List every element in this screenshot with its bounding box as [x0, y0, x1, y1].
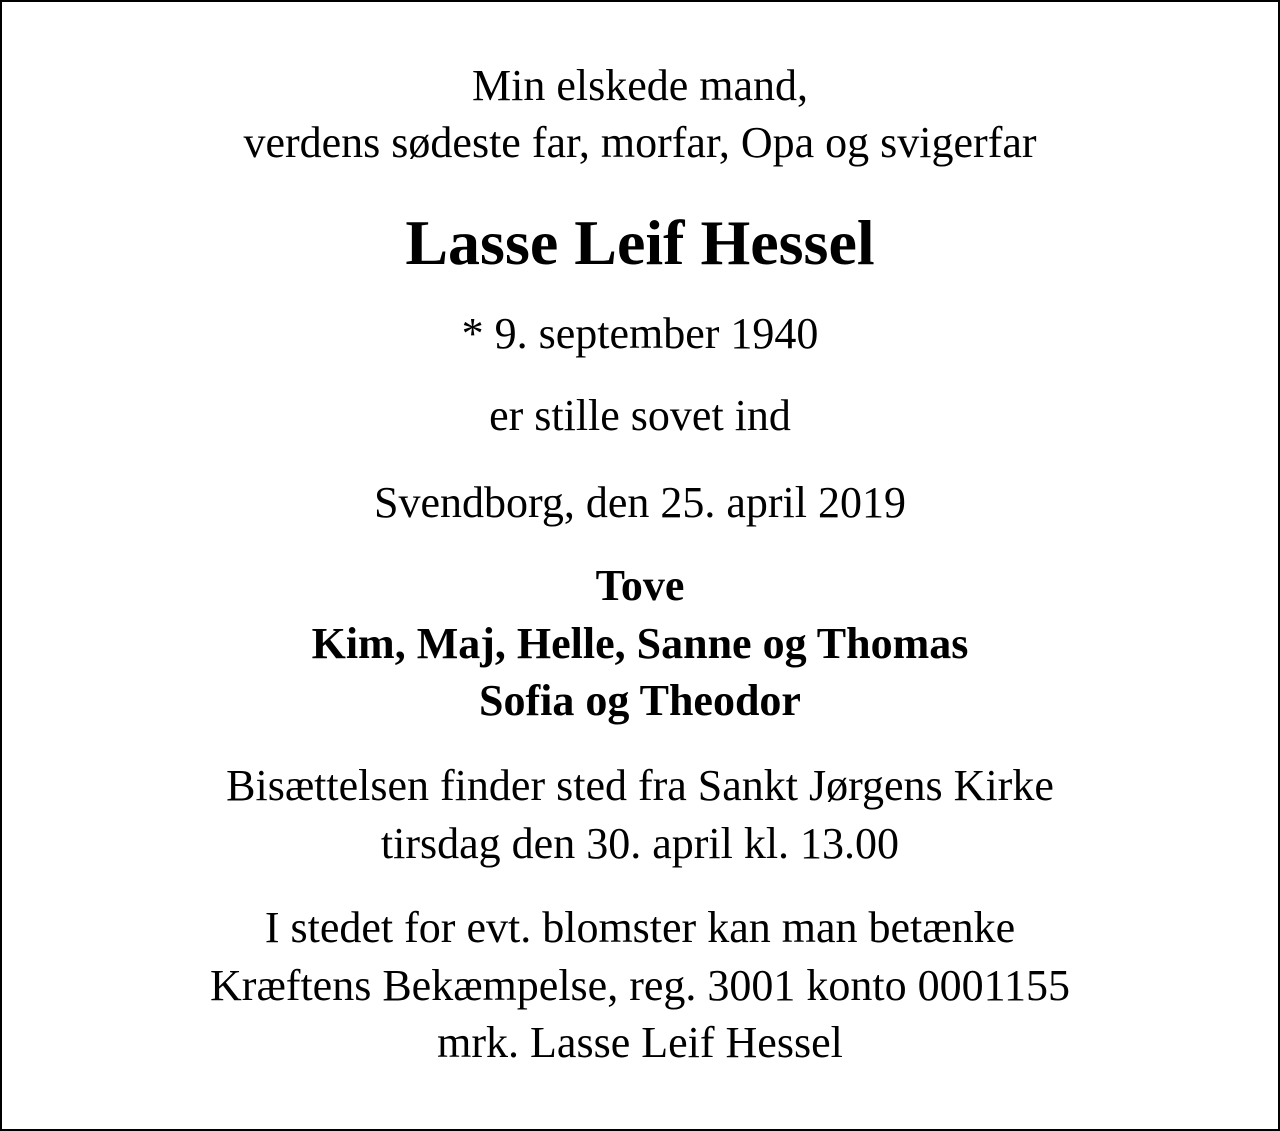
- intro-line-1: Min elskede mand,: [471, 61, 809, 110]
- intro-line-2: verdens sødeste far, morfar, Opa og svigerfar: [243, 118, 1037, 167]
- family-line-2: Kim, Maj, Helle, Sanne og Thomas: [311, 619, 969, 668]
- family-line-1: Tove: [595, 561, 685, 610]
- place-and-date: Svendborg, den 25. april 2019: [373, 478, 907, 527]
- donation-line-2: Kræftens Bekæmpelse, reg. 3001 konto 0001155: [210, 961, 1070, 1010]
- deceased-name: Lasse Leif Hessel: [405, 207, 875, 278]
- family-line-3: Sofia og Theodor: [479, 676, 801, 725]
- funeral-line-2: tirsdag den 30. april kl. 13.00: [380, 819, 900, 868]
- birth-date: * 9. september 1940: [461, 309, 819, 358]
- donation-line-1: I stedet for evt. blomster kan man betænke: [264, 903, 1016, 952]
- funeral-line-1: Bisættelsen finder sted fra Sankt Jørgens Kirke: [226, 761, 1054, 810]
- passed-away-text: er stille sovet ind: [489, 391, 791, 440]
- donation-line-3: mrk. Lasse Leif Hessel: [437, 1018, 843, 1067]
